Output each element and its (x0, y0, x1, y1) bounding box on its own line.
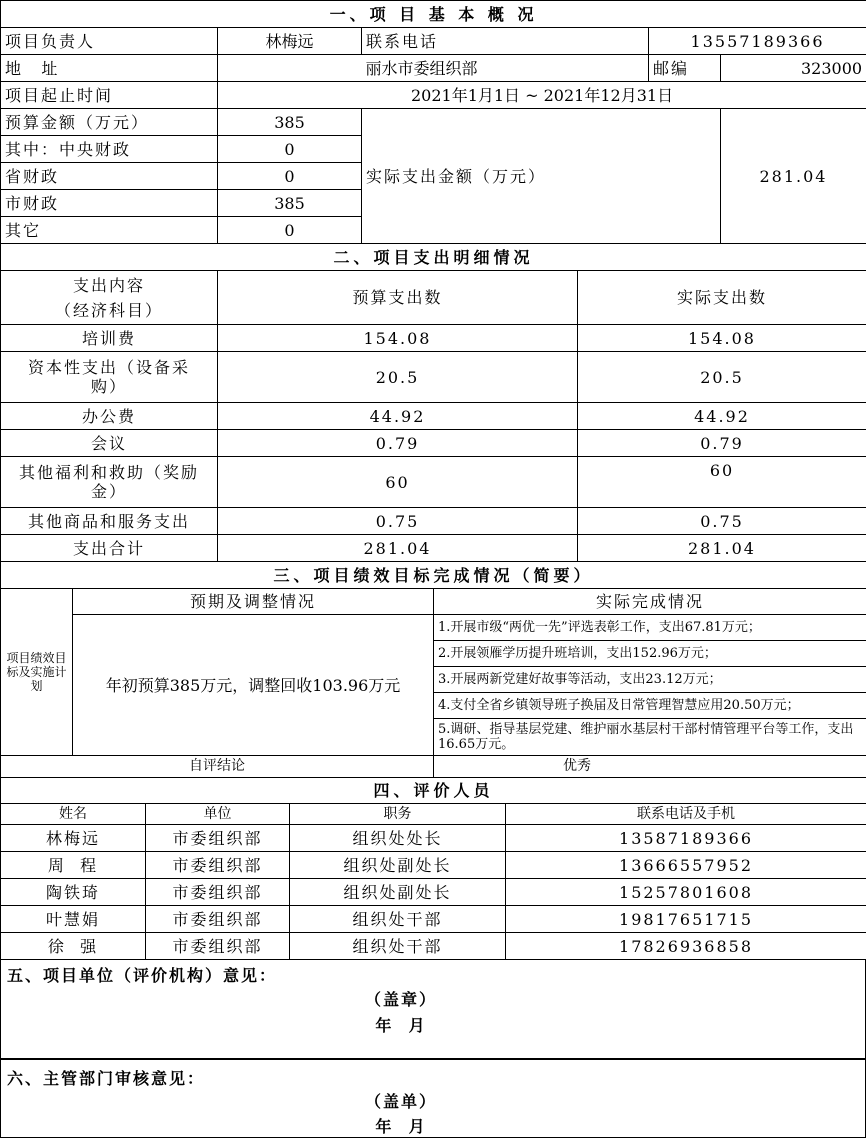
evaluator-phone: 13587189366 (506, 825, 866, 852)
department-seal: （盖单） (364, 1092, 437, 1111)
evaluator-post: 组织处副处长 (290, 852, 506, 879)
evaluator-post: 组织处干部 (290, 933, 506, 960)
section-3-title: 三、项目绩效目标完成情况（简要） (1, 562, 866, 589)
table-row (1, 825, 866, 852)
section-1-title: 一、项 目 基 本 概 况 (1, 1, 866, 28)
expense-item: 其他商品和服务支出 (1, 508, 218, 535)
table-row (1, 933, 866, 960)
budget-table (0, 108, 866, 244)
other-value: 0 (218, 217, 362, 244)
expense-item: 其他福利和救助（奖励金） (1, 457, 218, 508)
basic-info-table (0, 0, 866, 109)
province-value: 0 (218, 163, 362, 190)
unit-date: 年 月 (375, 1016, 427, 1035)
header-unit: 单位 (146, 804, 290, 825)
expense-actual: 0.75 (578, 508, 866, 535)
unit-opinion-box (0, 959, 866, 1059)
owner-value: 林梅远 (218, 28, 362, 55)
evaluator-post: 组织处副处长 (290, 879, 506, 906)
expense-actual: 44.92 (578, 403, 866, 430)
evaluator-name: 林梅远 (1, 825, 146, 852)
address-value: 丽水市委组织部 (362, 55, 649, 82)
period-label: 项目起止时间 (1, 82, 218, 109)
expense-total-actual: 281.04 (578, 535, 866, 562)
expense-actual: 20.5 (578, 352, 866, 403)
evaluator-post: 组织处处长 (290, 825, 506, 852)
evaluator-name: 周 程 (1, 852, 146, 879)
central-label: 其中：中央财政 (1, 136, 218, 163)
department-opinion-box (0, 1059, 866, 1138)
evaluator-post: 组织处干部 (290, 906, 506, 933)
evaluators-table (0, 777, 866, 960)
completion-item: 3.开展两新党建好故事等活动，支出23.12万元； (434, 667, 866, 693)
completion-item: 2.开展领雁学历提升班培训，支出152.96万元； (434, 641, 866, 667)
expense-item: 资本性支出（设备采购） (1, 352, 218, 403)
section-6-title: 六、主管部门审核意见： (7, 1069, 206, 1088)
performance-side-label: 项目绩效目标及实施计划 (1, 589, 73, 756)
address-label: 地 址 (1, 55, 218, 82)
city-value: 385 (218, 190, 362, 217)
table-row (1, 852, 866, 879)
city-label: 市财政 (1, 190, 218, 217)
budget-value: 385 (218, 109, 362, 136)
evaluator-unit: 市委组织部 (146, 906, 290, 933)
expected-header: 预期及调整情况 (73, 589, 434, 615)
central-value: 0 (218, 136, 362, 163)
zip-value: 323000 (721, 55, 866, 82)
evaluator-phone: 17826936858 (506, 933, 866, 960)
evaluator-unit: 市委组织部 (146, 933, 290, 960)
evaluator-unit: 市委组织部 (146, 879, 290, 906)
completion-item: 5.调研、指导基层党建、维护丽水基层村干部村情管理平台等工作，支出16.65万元。 (434, 719, 866, 756)
expense-total-label: 支出合计 (1, 535, 218, 562)
unit-seal: （盖章） (364, 990, 437, 1009)
section-5-title: 五、项目单位（评价机构）意见： (7, 966, 278, 985)
conclusion-table (0, 755, 866, 778)
expense-budget: 60 (218, 457, 578, 508)
expense-budget: 20.5 (218, 352, 578, 403)
department-date: 年 月 (375, 1117, 427, 1136)
evaluator-name: 陶铁琦 (1, 879, 146, 906)
evaluator-name: 叶慧娟 (1, 906, 146, 933)
province-label: 省财政 (1, 163, 218, 190)
performance-table (0, 561, 866, 756)
phone-value: 13557189366 (649, 28, 866, 55)
header-post: 职务 (290, 804, 506, 825)
completion-item: 1.开展市级“两优一先”评选表彰工作，支出67.81万元； (434, 615, 866, 641)
expense-item-header-line2: （经济科目） (54, 300, 163, 320)
actual-spend-value: 281.04 (721, 109, 866, 244)
section-4-title: 四、评价人员 (1, 778, 866, 804)
evaluator-unit: 市委组织部 (146, 852, 290, 879)
table-row (1, 879, 866, 906)
section-2-title: 二、项目支出明细情况 (1, 244, 866, 271)
evaluator-phone: 15257801608 (506, 879, 866, 906)
completion-item: 4.支付全省乡镇领导班子换届及日常管理智慧应用20.50万元； (434, 693, 866, 719)
expense-actual: 0.79 (578, 430, 866, 457)
zip-label: 邮编 (649, 55, 721, 82)
expense-total-budget: 281.04 (218, 535, 578, 562)
actual-header: 实际支出数 (578, 271, 866, 325)
evaluator-unit: 市委组织部 (146, 825, 290, 852)
conclusion-label: 自评结论 (1, 756, 434, 778)
expense-actual: 154.08 (578, 325, 866, 352)
owner-label: 项目负责人 (1, 28, 218, 55)
expense-budget: 0.79 (218, 430, 578, 457)
period-value: 2021年1月1日 ~ 2021年12月31日 (218, 82, 866, 109)
expense-item: 培训费 (1, 325, 218, 352)
expense-budget: 0.75 (218, 508, 578, 535)
actual-completion-header: 实际完成情况 (434, 589, 866, 615)
conclusion-value: 优秀 (434, 756, 866, 778)
expense-item-header-line1: 支出内容 (72, 275, 145, 295)
evaluator-phone: 19817651715 (506, 906, 866, 933)
expense-item-header (1, 271, 218, 325)
evaluator-phone: 13666557952 (506, 852, 866, 879)
expense-item: 会议 (1, 430, 218, 457)
expense-detail-table (0, 243, 866, 562)
expense-actual: 60 (578, 457, 866, 508)
header-name: 姓名 (1, 804, 146, 825)
budget-label: 预算金额（万元） (1, 109, 218, 136)
expense-item: 办公费 (1, 403, 218, 430)
expense-budget: 44.92 (218, 403, 578, 430)
other-label: 其它 (1, 217, 218, 244)
evaluator-name: 徐 强 (1, 933, 146, 960)
actual-spend-label: 实际支出金额（万元） (362, 109, 721, 244)
expected-text: 年初预算385万元，调整回收103.96万元 (73, 615, 434, 756)
phone-label: 联系电话 (362, 28, 649, 55)
expense-budget: 154.08 (218, 325, 578, 352)
table-row (1, 906, 866, 933)
budget-header: 预算支出数 (218, 271, 578, 325)
header-phone: 联系电话及手机 (506, 804, 866, 825)
